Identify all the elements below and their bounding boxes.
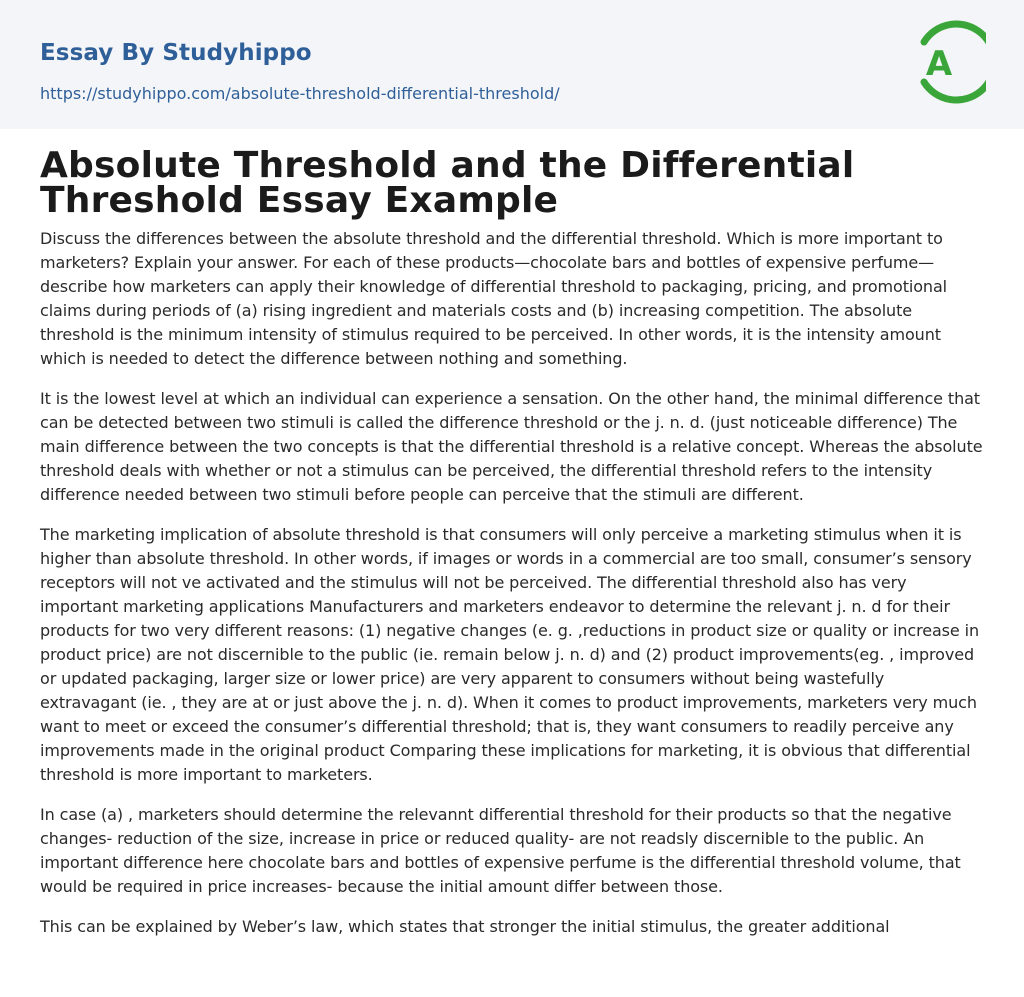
logo-ring-icon[interactable]	[912, 19, 986, 105]
essay-paragraph: This can be explained by Weber’s law, which states that stronger the initial stimulus, the greater additional	[40, 917, 890, 936]
article-main	[0, 145, 1024, 939]
logo-letter: A	[925, 44, 953, 84]
page-title: Absolute Threshold and the Differential Threshold Essay Example	[40, 145, 855, 221]
essay-body	[40, 227, 984, 939]
essay-paragraph: In case (a) , marketers should determine the relevannt differential threshold for their products so that the negative changes- reduction of the size, increase in price or reduced quality- are not readsly discernible to the public. An important difference here chocolate bars and bottles of expensive perfume is the differential threshold volume, that would be required in price increases- because the initial amount differ between those.	[40, 805, 961, 896]
source-url-link[interactable]: https://studyhippo.com/absolute-threshold-differential-threshold/	[40, 84, 560, 103]
essay-paragraph: The marketing implication of absolute threshold is that consumers will only perceive a marketing stimulus when it is higher than absolute threshold. In other words, if images or words in a commercial are too small, consumer’s sensory receptors will not ve activated and the stimulus will not be perceived. The differential threshold also has very important marketing applications Manufacturers and marketers endeavor to determine the relevant j. n. d for their products for two very different reasons: (1) negative changes (e. g. ,reductions in product size or quality or increase in product price) are not discernible to the public (ie. remain below j. n. d) and (2) product improvements(eg. , improved or updated packaging, larger size or lower price) are very apparent to consumers without being wastefully extravagant (ie. , they are at or just above the j. n. d). When it comes to product improvements, marketers very much want to meet or exceed the consumer’s differential threshold; that is, they want consumers to readily perceive any improvements made in the original product Comparing these implications for marketing, it is obvious that differential threshold is more important to marketers.	[40, 525, 980, 784]
site-header	[0, 0, 1024, 129]
essay-paragraph: Discuss the differences between the absolute threshold and the differential threshold. Which is more important to marketers? Explain your answer. For each of these products—chocolate bars and bottles of expensive perfume—describe how marketers can apply their knowledge of differential threshold to packaging, pricing, and promotional claims during periods of (a) rising ingredient and materials costs and (b) increasing competition. The absolute threshold is the minimum intensity of stimulus required to be perceived. In other words, it is the intensity amount which is needed to detect the difference between nothing and something.	[40, 229, 948, 368]
essay-paragraph: It is the lowest level at which an individual can experience a sensation. On the other hand, the minimal difference that can be detected between two stimuli is called the difference threshold or the j. n. d. (just noticeable difference) The main difference between the two concepts is that the differential threshold is a relative concept. Whereas the absolute threshold deals with whether or not a stimulus can be perceived, the differential threshold refers to the intensity difference needed between two stimuli before people can perceive that the stimuli are different.	[40, 389, 983, 504]
brand-title[interactable]: Essay By Studyhippo	[40, 40, 312, 66]
